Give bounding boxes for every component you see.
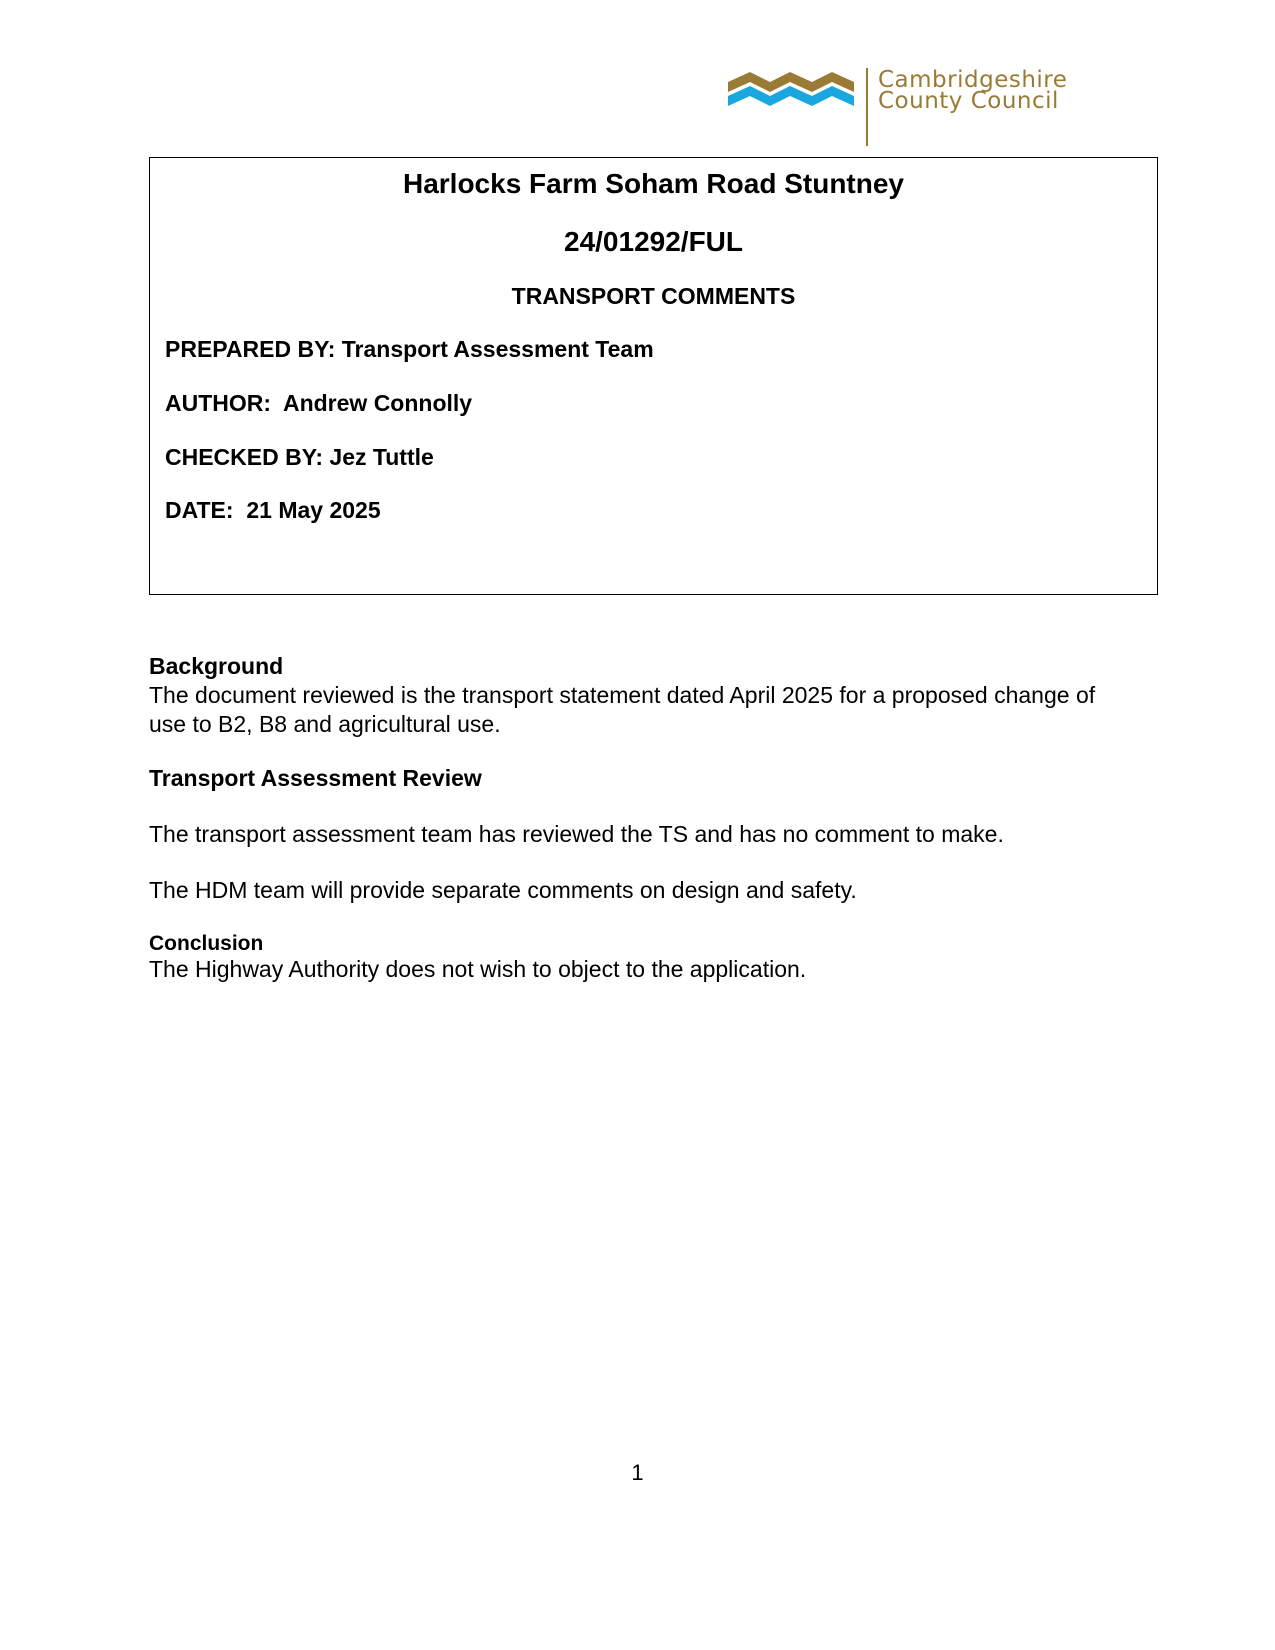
date: DATE: 21 May 2025 — [165, 497, 381, 523]
council-logo — [726, 68, 1126, 150]
document-header-box — [149, 157, 1158, 595]
conclusion-text: The Highway Authority does not wish to object to the application. — [149, 956, 807, 982]
prepared-by: PREPARED BY: Transport Assessment Team — [165, 336, 654, 362]
logo-wordmark — [878, 67, 1068, 114]
background-text: The document reviewed is the transport statement dated April 2025 for a proposed change of use to B2, B8 and agricultural use. — [149, 682, 1096, 737]
site-title: Harlocks Farm Soham Road Stuntney — [402, 168, 904, 199]
document-type: TRANSPORT COMMENTS — [511, 283, 796, 309]
waves-emblem-icon — [726, 68, 876, 150]
page-number: 1 — [631, 1460, 644, 1485]
background-heading: Background — [149, 653, 284, 679]
logo-line-1: Cambridgeshire — [878, 67, 1068, 93]
review-text-2: The HDM team will provide separate comments on design and safety. — [149, 877, 857, 903]
application-reference: 24/01292/FUL — [564, 226, 743, 257]
author: AUTHOR: Andrew Connolly — [165, 390, 473, 416]
review-text-1: The transport assessment team has reviewed the TS and has no comment to make. — [149, 821, 1004, 847]
conclusion-heading: Conclusion — [149, 932, 264, 955]
checked-by: CHECKED BY: Jez Tuttle — [165, 444, 434, 470]
review-heading: Transport Assessment Review — [149, 765, 482, 791]
logo-line-2: County Council — [878, 88, 1059, 114]
